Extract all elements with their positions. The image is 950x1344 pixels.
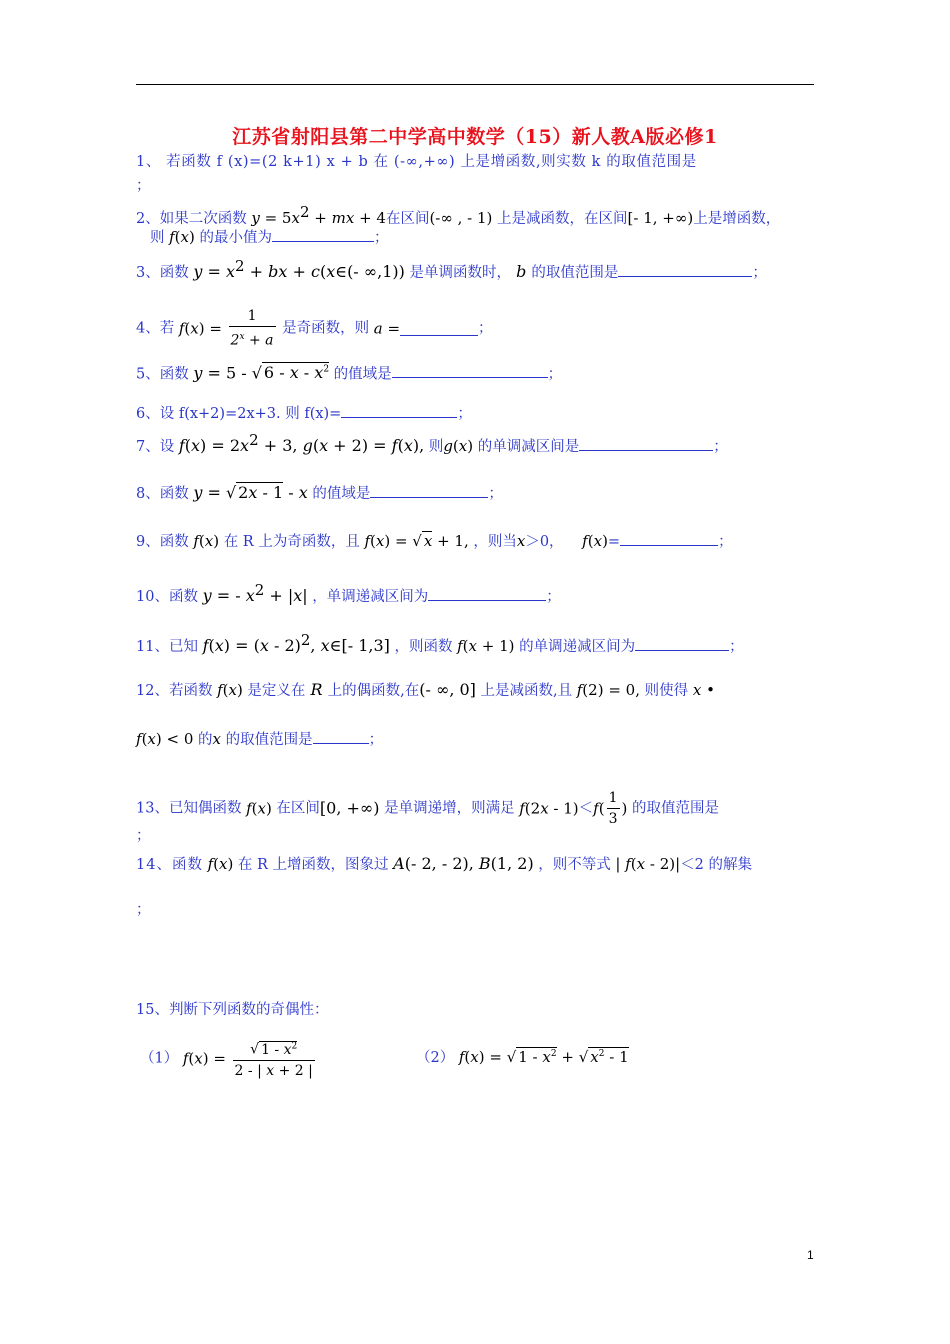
question-15-part-2: （2） f(x) = √ $1 - x^2$ + √ $x^2 - 1$ [416,1048,629,1066]
question-7: 7、设 $f(x) = 2x^2 + 3$, g(x + 2) = f(x), 则g(x) 的单调减区间是 ； [136,431,728,455]
question-10: 10、函数 y = - $x^2 + |x|$ ，单调递减区间为 ； [136,581,561,605]
page-title: 江苏省射阳县第二中学高中数学（15）新人教A版必修1 [232,126,718,148]
question-12: 12、若函数 f(x) 是定义在 R 上的偶函数,在(- ∞, 0] 上是减函数,且 f(2) = 0, 则使得 x • [136,680,715,699]
question-14: 14、函数 f(x) 在 R 上增函数，图象过 A(- 2, - 2), B(1, 2) ，则不等式 | f(x - 2)|＜2 的解集 [136,854,753,873]
question-11: 11、已知 f(x) = (x - 2)$^2$, x∈[- 1,3] ，则函数 f(x + 1) 的单调递减区间为 ； [136,631,744,655]
question-5: 5、函数 y = 5 - √ 6 - x - $x^2$ 的值域是 ； [136,363,563,383]
question-14-tail: ； [136,902,151,918]
question-1-tail: ； [136,178,151,194]
question-4: 4、若 f(x) = $\frac{1}{2^x + a}$ 是奇函数，则 a = ； [136,308,493,349]
question-13-tail: ； [136,828,151,844]
question-15: 15、判断下列函数的奇偶性： [136,1002,329,1018]
question-15-part-1: （1） f(x) = $\frac{√ 1 - x^2}{2 - | x + 2 |}$ [140,1041,313,1079]
question-13: 13、已知偶函数 f(x) 在区间[0, +∞) 是单调递增，则满足 f(2x - 1)＜f( $\frac{1}{3}$ ) 的取值范围是 [136,790,719,827]
question-6: 6、设 f(x+2)=2x+3. 则 f(x)= ； [136,402,472,424]
question-3: 3、函数 $y = x^2$ + bx + c(x∈(- ∞,1)) 是单调函数时， b 的取值范围是 ； [136,257,767,281]
question-12-cont: f(x) < 0 的x 的取值范围是 ； [136,730,384,748]
question-2-cont: 则 f(x) 的最小值为 ； [150,228,389,246]
header-rule [136,84,814,85]
question-9: 9、函数 f(x) 在 R 上为奇函数，且 f(x) = √ x + 1, ，则当x＞0， f(x)= ； [136,532,733,550]
question-1: 1、 若函数 f (x)=(2 k+1) x + b 在 (-∞,+∞) 上是增函数,则实数 k 的取值范围是 [136,154,697,170]
question-2: 2、如果二次函数 $y = 5x^2$ + mx + 4在区间(-∞ , - 1) 上是减函数，在区间[- 1, +∞)上是增函数， [136,203,781,227]
question-8: 8、函数 y = √ 2x - 1 - x 的值域是 ； [136,483,503,502]
page-number: 1 [807,1248,814,1262]
